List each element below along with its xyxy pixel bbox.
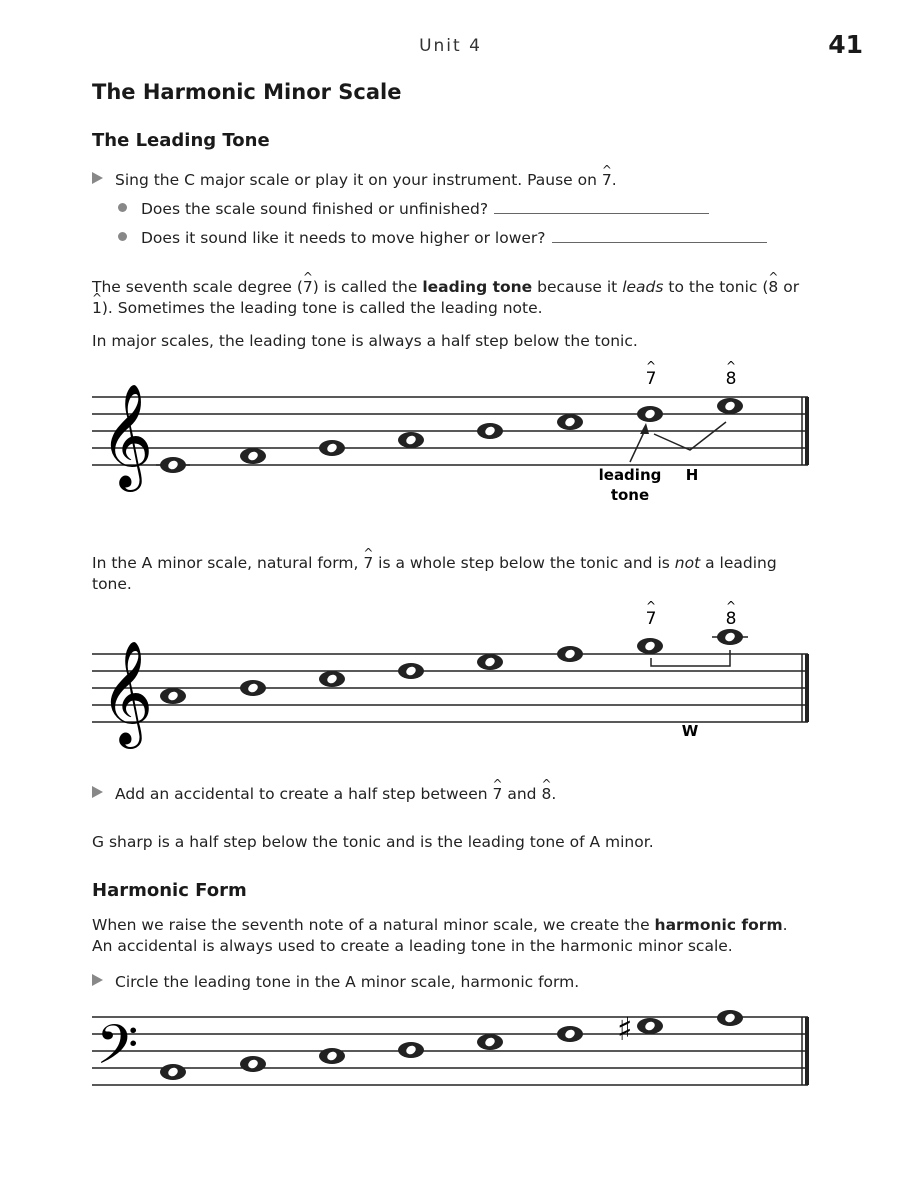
note bbox=[557, 414, 583, 430]
note bbox=[240, 448, 266, 464]
paragraph-a-minor-natural: In the A minor scale, natural form, ^ 7 is a whole step below the tonic and is not a leading tone. bbox=[92, 553, 812, 595]
bass-clef-icon: 𝄢 bbox=[96, 1013, 139, 1090]
sharp-icon: ♯ bbox=[617, 1010, 633, 1048]
note-leading-tone[interactable] bbox=[637, 1018, 663, 1034]
note bbox=[398, 1042, 424, 1058]
note bbox=[319, 440, 345, 456]
degree-8-label: 8 bbox=[725, 609, 737, 629]
bullet-icon bbox=[118, 232, 127, 241]
note bbox=[398, 432, 424, 448]
scale-notes bbox=[160, 1010, 743, 1080]
answer-blank-1[interactable] bbox=[494, 213, 709, 214]
question-higher-lower: Does it sound like it needs to move higher or lower? bbox=[118, 228, 838, 249]
page-number: 41 bbox=[828, 30, 863, 59]
note-leading-tone bbox=[637, 406, 663, 422]
note bbox=[477, 654, 503, 670]
triangle-bullet-icon bbox=[92, 172, 103, 184]
degree-7-label: 7 bbox=[645, 369, 657, 389]
page-title: The Harmonic Minor Scale bbox=[92, 80, 402, 104]
interval-h-label: H bbox=[685, 466, 699, 484]
degree-7-label: 7 bbox=[645, 609, 657, 629]
note bbox=[477, 1034, 503, 1050]
tone-label: tone bbox=[610, 486, 650, 504]
paragraph-g-sharp: G sharp is a half step below the tonic and is the leading tone of A minor. bbox=[92, 833, 654, 851]
note bbox=[240, 680, 266, 696]
note bbox=[319, 1048, 345, 1064]
note bbox=[557, 1026, 583, 1042]
half-step-bracket bbox=[654, 422, 726, 450]
paragraph-accidental: An accidental is always used to create a leading tone in the harmonic minor scale. bbox=[92, 937, 733, 955]
note bbox=[557, 646, 583, 662]
caret-icon: ^ bbox=[725, 600, 737, 613]
note bbox=[156, 457, 190, 473]
whole-step-bracket bbox=[651, 650, 730, 666]
answer-blank-2[interactable] bbox=[552, 242, 767, 243]
triangle-bullet-icon bbox=[92, 786, 103, 798]
paragraph-major-scales: In major scales, the leading tone is always a half step below the tonic. bbox=[92, 332, 638, 350]
paragraph-harmonic-form: When we raise the seventh note of a natural minor scale, we create the harmonic form. bbox=[92, 916, 788, 934]
interval-w-label: W bbox=[681, 722, 699, 740]
note-tonic bbox=[717, 398, 743, 414]
instruction-sing: Sing the C major scale or play it on your instrument. Pause on ^ 7. bbox=[92, 170, 812, 191]
caret-icon: ^ bbox=[645, 360, 657, 373]
note-tonic bbox=[717, 1010, 743, 1026]
note bbox=[160, 1064, 186, 1080]
note bbox=[398, 663, 424, 679]
section-heading-harmonic-form: Harmonic Form bbox=[92, 880, 247, 901]
note bbox=[160, 688, 186, 704]
leading-label: leading bbox=[598, 466, 662, 484]
treble-clef-icon: 𝄞 bbox=[100, 383, 154, 488]
note-tonic bbox=[712, 629, 748, 645]
note bbox=[319, 671, 345, 687]
triangle-bullet-icon bbox=[92, 974, 103, 986]
instruction-add-accidental: Add an accidental to create a half step between ^ 7 and ^ 8. bbox=[92, 784, 812, 805]
note bbox=[477, 423, 503, 439]
treble-clef-icon: 𝄞 bbox=[100, 640, 154, 745]
arrow-icon bbox=[630, 430, 645, 462]
scale-notes bbox=[156, 398, 743, 473]
caret-icon: ^ bbox=[645, 600, 657, 613]
note bbox=[240, 1056, 266, 1072]
section-heading-leading-tone: The Leading Tone bbox=[92, 130, 270, 151]
degree-8-label: 8 bbox=[725, 369, 737, 389]
note-seventh bbox=[637, 638, 663, 654]
staff-a-minor-harmonic bbox=[0, 1000, 901, 1100]
instruction-circle: Circle the leading tone in the A minor scale, harmonic form. bbox=[92, 972, 812, 993]
staff-a-minor-natural bbox=[0, 600, 901, 750]
paragraph-leading-tone: The seventh scale degree (^ 7) is called the leading tone because it leads to the tonic (^ 8 or ^ 1). Sometimes the leading tone is called the leading note. bbox=[92, 277, 812, 319]
bullet-icon bbox=[118, 203, 127, 212]
caret-icon: ^ bbox=[725, 360, 737, 373]
question-finished: Does the scale sound finished or unfinished? bbox=[118, 199, 838, 220]
staff-c-major bbox=[0, 360, 901, 510]
unit-label: Unit 4 bbox=[419, 36, 482, 56]
